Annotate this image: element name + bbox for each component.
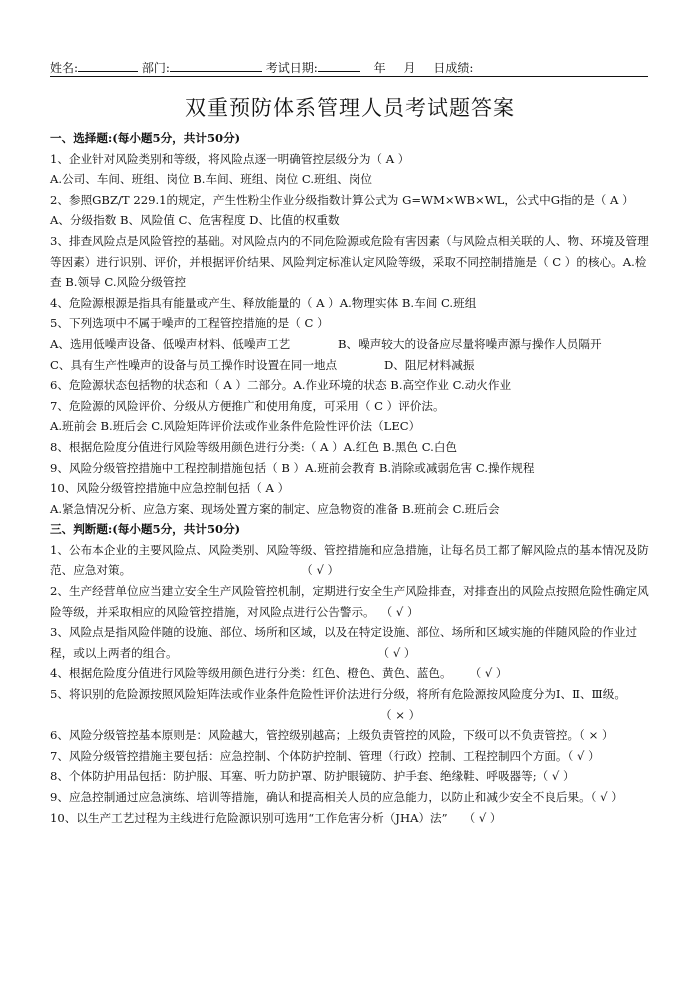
judge-q5 — [50, 684, 650, 725]
choice-q1-options: A.公司、车间、班组、岗位 B.车间、班组、岗位 C.班组、岗位 — [50, 172, 373, 187]
date-label: 考试日期: — [265, 61, 318, 75]
choice-q7: 7、危险源的风险评价、分级从方便推广和使用角度，可采用（ C ）评价法。 — [50, 398, 445, 413]
choice-q9: 9、风险分级管控措施中工程控制措施包括（ B ）A.班前会教育 B.消除或减弱危害 C.操作规程 — [50, 460, 535, 475]
judge-q4-answer: （ √ ） — [469, 666, 508, 681]
choice-q5-option-d: D、阻尼材料减振 — [384, 357, 475, 372]
month-label: 月 — [403, 61, 416, 75]
judge-q6-text: 6、风险分级管控基本原则是：风险越大，管控级别越高；上级负责管控的风险，下级可以不负责管控。 — [50, 728, 580, 743]
judge-q1-answer: （ √ ） — [301, 563, 340, 578]
choice-q5-option-b: B、噪声较大的设备应尽量将噪声源与操作人员隔开 — [338, 336, 602, 351]
choice-q5-options-cd — [50, 355, 650, 376]
date-blank[interactable] — [318, 58, 360, 72]
choice-section-heading: 一、选择题:(每小题5分，共计50分) — [50, 131, 241, 145]
year-label: 年 — [373, 61, 386, 75]
judge-q3-text: 3、风险点是指风险伴随的设施、部位、场所和区域，以及在特定设施、部位、场所和区域实施的伴随风险的作业过程，或以上两者的组合。 — [50, 625, 638, 660]
judge-q4 — [50, 663, 650, 684]
judge-q8 — [50, 766, 650, 787]
judge-q6-answer: （ × ） — [579, 728, 614, 743]
judge-section-heading: 三、判断题:(每小题5分，共计50分) — [50, 522, 241, 537]
judge-q9-text: 9、应急控制通过应急演练、培训等措施，确认和提高相关人员的应急能力，以防止和减少安全不良后果。 — [50, 790, 591, 804]
choice-q4: 4、危险源根源是指具有能量或产生、释放能量的（ A ）A.物理实体 B.车间 C.班组 — [50, 295, 477, 310]
choice-q5: 5、下列选项中不属于噪声的工程管控措施的是（ C ） — [50, 316, 329, 331]
choice-q5-options-ab — [50, 334, 650, 355]
choice-q1: 1、企业针对风险类别和等级，将风险点逐一明确管控层级分为（ A ） — [50, 151, 410, 166]
judge-q5-answer: （ × ） — [380, 707, 421, 722]
dept-label: 部门: — [141, 61, 170, 75]
dept-blank[interactable] — [170, 58, 262, 72]
judge-q10 — [50, 808, 650, 829]
choice-q3: 3、排查风险点是风险管控的基础。对风险点内的不同危险源或危险有害因素（与风险点相关联的人、物、环境及管理等因素）进行识别、评价，并根据评价结果、风险判定标准认定风险等级，采取不同控制措施是（ C ）的核心。A.检查 B.领导 C.风险分级管控 — [50, 233, 649, 290]
judge-q3 — [50, 622, 650, 663]
choice-q7-options: A.班前会 B.班后会 C.风险矩阵评价法或作业条件危险性评价法（LEC） — [50, 419, 421, 434]
judge-q5-text: 5、将识别的危险源按照风险矩阵法或作业条件危险性评价法进行分级，将所有危险源按风险度分为Ⅰ、Ⅱ、Ⅲ级。 — [50, 687, 626, 702]
choice-q8: 8、根据危险度分值进行风险等级用颜色进行分类:（ A ）A.红色 B.黑色 C.白色 — [50, 439, 458, 454]
choice-q10-options: A.紧急情况分析、应急方案、现场处置方案的制定、应急物资的准备 B.班前会 C.班后会 — [50, 501, 500, 516]
name-blank[interactable] — [78, 58, 138, 72]
judge-q3-answer: （ √ ） — [377, 645, 416, 660]
name-label: 姓名: — [50, 61, 79, 75]
choice-q10: 10、风险分级管控措施中应急控制包括（ A ） — [50, 481, 290, 496]
judge-q1 — [50, 540, 650, 581]
judge-q7-answer: （ √ ） — [567, 748, 600, 763]
judge-q2-text: 2、生产经营单位应当建立安全生产风险管控机制，定期进行安全生产风险排查，对排查出的风险点按照危险性确定风险等级，并采取相应的风险管控措施，对风险点进行公告警示。 — [50, 584, 649, 619]
choice-q2-options: A、分级指数 B、风险值 C、危害程度 D、比值的权重数 — [50, 213, 340, 228]
judge-q9 — [50, 787, 650, 808]
judge-q10-text: 10、以生产工艺过程为主线进行危险源识别可选用“工作危害分析（JHA）法” — [50, 810, 448, 825]
judge-q7 — [50, 746, 650, 767]
choice-q5-option-c: C、具有生产性噪声的设备与员工操作时设置在同一地点 — [50, 357, 338, 372]
judge-q10-answer: （ √ ） — [463, 810, 502, 825]
judge-q8-text: 8、个体防护用品包括：防护服、耳塞、听力防护罩、防护眼镜防、护手套、绝缘鞋、呼吸器等; — [50, 769, 537, 784]
exam-content — [50, 128, 650, 828]
choice-q2: 2、参照GBZ/T 229.1的规定，产生性粉尘作业分级指数计算公式为 G=WM×WB×WL，公式中G指的是（ A ） — [50, 192, 634, 207]
judge-q2-answer: （ √ ） — [380, 604, 419, 619]
judge-q9-answer: （ √ ） — [590, 790, 623, 804]
day-score-label: 日成绩: — [433, 61, 474, 75]
judge-q7-text: 7、风险分级管控措施主要包括：应急控制、个体防护控制、管理（行政）控制、工程控制四个方面。 — [50, 748, 568, 763]
judge-q6 — [50, 725, 650, 746]
judge-q8-answer: （ √ ） — [536, 769, 575, 784]
exam-header — [50, 58, 648, 77]
page-title: 双重预防体系管理人员考试题答案 — [185, 96, 515, 120]
judge-q4-text: 4、根据危险度分值进行风险等级用颜色进行分类：红色、橙色、黄色、蓝色。 — [50, 666, 452, 681]
judge-q1-text: 1、公布本企业的主要风险点、风险类别、风险等级、管控措施和应急措施，让每名员工都了解风险点的基本情况及防范、应急对策。 — [50, 542, 649, 578]
judge-q2 — [50, 581, 650, 622]
choice-q6: 6、危险源状态包括物的状态和（ A ）二部分。A.作业环境的状态 B.高空作业 C.动火作业 — [50, 378, 512, 393]
choice-q5-option-a: A、选用低噪声设备、低噪声材料、低噪声工艺 — [50, 336, 291, 351]
